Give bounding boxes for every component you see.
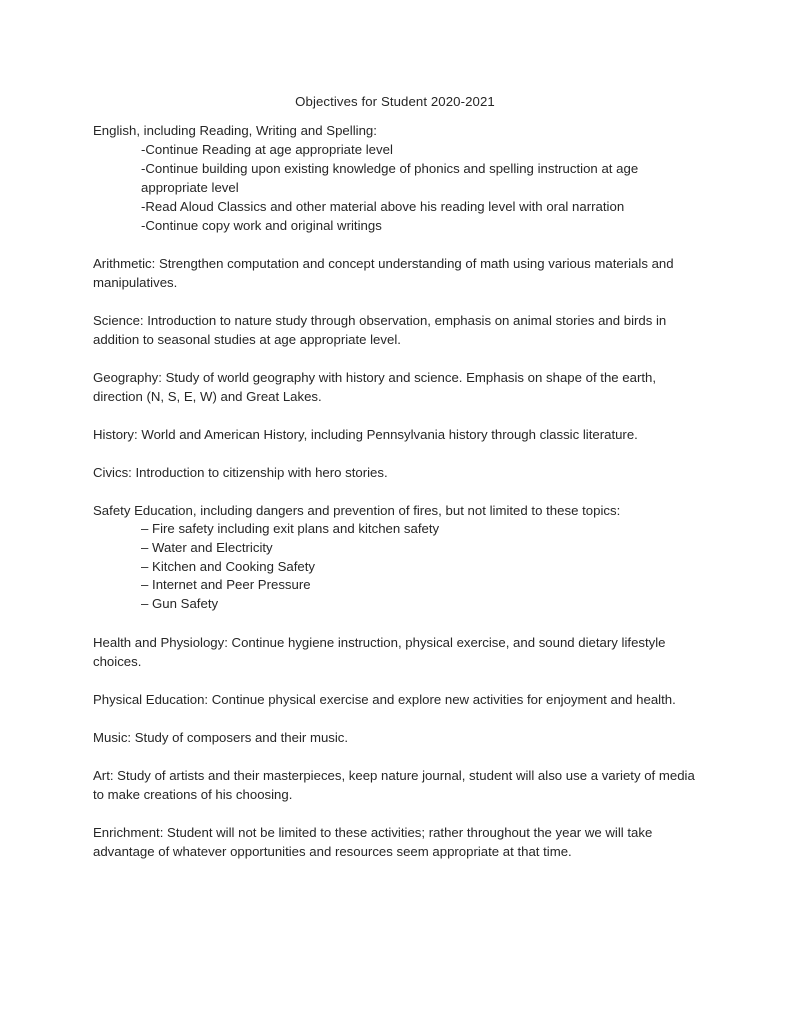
english-objective-list	[93, 140, 697, 235]
paragraph-spacer	[93, 406, 697, 425]
section-civics: Civics: Introduction to citizenship with hero stories.	[93, 465, 388, 480]
section-health-and-physiology: Health and Physiology: Continue hygiene instruction, physical exercise, and sound dietary lifestyle choices.	[93, 634, 666, 669]
section-geography: Geography: Study of world geography with history and science. Emphasis on shape of the earth, direction (N, S, E, W) and Great Lakes.	[93, 370, 656, 404]
paragraph-spacer	[93, 482, 697, 501]
paragraph-spacer	[93, 614, 697, 633]
section-history: History: World and American History, including Pennsylvania history through classic literature.	[93, 427, 638, 442]
list-item: -Continue building upon existing knowledge of phonics and spelling instruction at age appropriate level	[141, 161, 639, 195]
section-physical-education: Physical Education: Continue physical exercise and explore new activities for enjoyment and health.	[93, 691, 676, 707]
safety-topic-list	[93, 520, 697, 614]
section-science: Science: Introduction to nature study through observation, emphasis on animal stories and birds in addition to seasonal studies at age appropriate level.	[93, 313, 667, 347]
list-item: -Read Aloud Classics and other material above his reading level with oral narration	[141, 199, 625, 214]
document-body	[93, 92, 697, 861]
section-heading-safety-education: Safety Education, including dangers and prevention of fires, but not limited to these topics:	[93, 503, 621, 518]
list-item: -Continue copy work and original writings	[141, 218, 382, 233]
list-item: – Internet and Peer Pressure	[141, 577, 311, 593]
paragraph-spacer	[93, 709, 697, 728]
page-title: Objectives for Student 2020-2021	[295, 94, 495, 109]
list-item: – Gun Safety	[141, 596, 219, 612]
paragraph-spacer	[93, 349, 697, 368]
paragraph-spacer	[93, 235, 697, 254]
list-item: – Water and Electricity	[141, 539, 273, 555]
section-arithmetic: Arithmetic: Strengthen computation and concept understanding of math using various materials and manipulatives.	[93, 256, 674, 290]
paragraph-spacer	[93, 444, 697, 463]
list-item: – Fire safety including exit plans and kitchen safety	[141, 521, 440, 536]
section-enrichment: Enrichment: Student will not be limited to these activities; rather throughout the year we will take advantage of whatever opportunities and resources seem appropriate at that time.	[93, 824, 653, 859]
section-english	[93, 121, 697, 235]
section-art: Art: Study of artists and their masterpieces, keep nature journal, student will also use a variety of media to make creations of his choosing.	[93, 767, 695, 802]
paragraph-spacer	[93, 804, 697, 823]
list-item: – Kitchen and Cooking Safety	[141, 558, 316, 574]
list-item: -Continue Reading at age appropriate level	[141, 142, 393, 157]
section-heading-english: English, including Reading, Writing and Spelling:	[93, 123, 377, 138]
paragraph-spacer	[93, 292, 697, 311]
paragraph-spacer	[93, 747, 697, 766]
paragraph-spacer	[93, 671, 697, 690]
section-music: Music: Study of composers and their music.	[93, 729, 349, 745]
section-safety-education	[93, 501, 697, 614]
